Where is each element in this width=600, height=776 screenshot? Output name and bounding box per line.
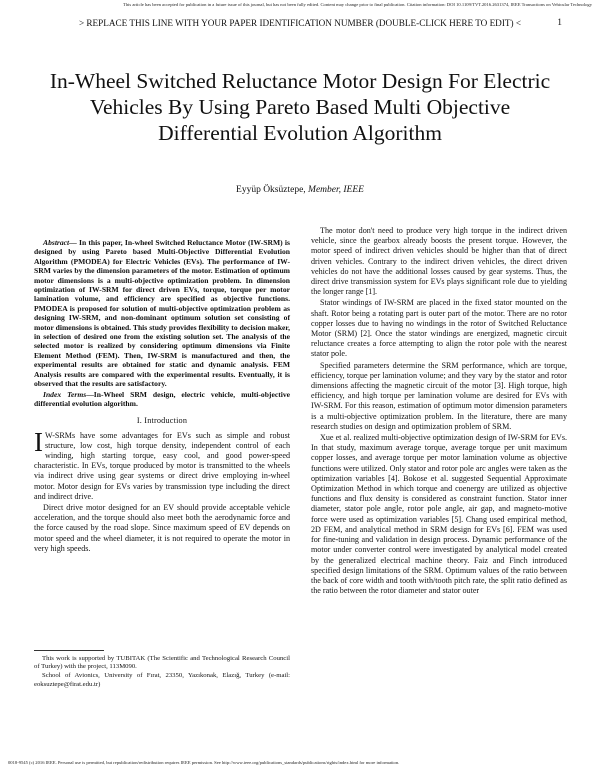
intro-paragraph-1	[34, 426, 290, 502]
running-head: > REPLACE THIS LINE WITH YOUR PAPER IDENTIFICATION NUMBER (DOUBLE-CLICK HERE TO EDIT) <	[78, 18, 522, 28]
body-paragraph-1: The motor don't need to produce very high torque in the indirect driven vehicle, since the gearbox already boosts the present torque. However, the motor speed of indirect driven vehicles should be higher than that of direct driven vehicles. Contrary to the indirect driven vehicles, the direct driven vehicles do not have the additional losses caused by gear systems. Thus, the direct drive transmission system for EVs plays significant role due to yielding the longer range [1].	[311, 226, 567, 297]
footnote-funding: This work is supported by TUBITAK (The Scientific and Technological Research Council of Turkey) with the project, 113M090.	[34, 655, 290, 671]
left-column	[34, 238, 290, 555]
index-terms-text: —In-Wheel SRM design, electric vehicle, multi-objective differential evolution algorithm.	[34, 389, 291, 408]
section-heading-introduction: I. Introduction	[136, 416, 188, 426]
author-line	[40, 185, 560, 195]
body-paragraph-3: Specified parameters determine the SRM performance, which are torque, efficiency, torque per lamination volume; and they vary by the stator and rotor dimensions affecting the magnetic circuit of the motor [3]. High torque, high efficiency, and high torque per lamination volume are desired for EVs with IW-SRM. For this reason, estimation of optimum motor dimension parameters is a multi-objective optimization problem. In the literature, there are many research studies on design and optimization problem of SRM.	[311, 360, 567, 431]
author-name: Eyyüp Öksüztepe,	[236, 185, 306, 195]
abstract-text: — In this paper, In-wheel Switched Reluctance Motor (IW-SRM) is designed by using Pareto based Multi-Objective Differential Evolution Algorithm (PMODEA) for Electric Vehicles (EVs). The performance of IW-SRM varies by the dimension parameters of the motor. Estimation of optimum motor dimensions is a multi-objective optimization problem. In dimension optimization of IW-SRM for direct driven EVs, torque, torque per motor lamination volume, and efficiency are specified as objective functions. PMODEA is proposed for solution of multi-objective optimization problem as designing IW-SRM, and non-dominant optimum solution set consisting of motor dimensions is obtained. This study provides flexibility to decision maker, in selection of desired one from the existing solution set. The analysis of the selected motor is realized by considering optimum dimensions via Finite Element Method (FEM). Then, IW-SRM is manufactured and then, the experimental results are obtained for static and dynamic analysis. FEM Analysis results are compared with the experimental results. Eventually, it is observed that the results are satisfactory.	[34, 238, 290, 389]
body-paragraph-2: Stator windings of IW-SRM are placed in the fixed stator mounted on the shaft. Rotor being a rotating part is outer part of the motor. There are no rotor copper losses due to having no windings in the rotor of Switched Reluctance Motor (SRM) [2]. Once the stator windings are energized, magnetic circuit reluctance creates a force attempting to align the rotor pole with the nearest stator pole.	[311, 298, 567, 359]
intro-paragraph-2: Direct drive motor designed for an EV should provide acceptable vehicle acceleration, and the torque should also meet both the aerodynamic force and the force caused by the road slope. Since maximum speed of EV depends on motor speed and the wheel diameter, it is not required to operate the motor in very high speeds.	[34, 502, 290, 553]
intro-paragraph-1-text: W-SRMs have some advantages for EVs such as simple and robust structure, low cost, high torque density, independent control of each winding, high starting torque, easy cool, and good power-speed characteristic. In EVs, torque produced by motor is transmitted to the wheels via indirect drive using gear systems or direct drive employing in-wheel motor. Motor design for EVs varies by transmission type including the direct and indirect drive.	[34, 430, 290, 501]
footnote-rule	[34, 650, 104, 651]
page-number: 1	[557, 18, 562, 28]
copyright-footer: 0018-9545 (c) 2016 IEEE. Personal use is permitted, but republication/redistribution requires IEEE permission. See http://www.ieee.org/publications_standards/publications/rights/index.html for more information.	[8, 760, 400, 765]
footnote	[34, 655, 290, 690]
index-terms	[34, 390, 290, 409]
footnote-affiliation: School of Avionics, University of Fırat, 23350, Yazıkonak, Elazığ, Turkey (e-mail: eoksuztepe@firat.edu.tr)	[34, 672, 290, 688]
right-column	[311, 226, 567, 597]
paper-title: In-Wheel Switched Reluctance Motor Design For Electric Vehicles By Using Pareto Based Multi Objective Differential Evolution Algorithm	[49, 69, 551, 145]
abstract	[34, 238, 290, 389]
drop-cap: I	[34, 426, 43, 457]
index-terms-lead: Index Terms	[43, 389, 87, 399]
publication-notice: This article has been accepted for publication in a future issue of this journal, but has not been fully edited. Content may change prior to final publication. Citation information: DOI 10.1109/TVT.2016.2631374, IEEE Transactions on Vehicular Technology	[123, 2, 592, 7]
author-membership: Member, IEEE	[305, 185, 364, 195]
body-paragraph-4: Xue et al. realized multi-objective optimization design of IW-SRM for EVs. In that study, maximum average torque, average torque per unit maximum copper losses, and average torque per motor lamination volume as objective functions were utilized. Only stator and rotor pole arc angles were taken as the optimization variables [4]. Bokose et al. suggested Sequential Approximate Optimization Method in which torque and coenergy are utilized as objective functions and flux density is considered as constraint function. Stator inner diameter, stator pole angle, rotor pole angle, air gap, and magneto-motive force were used as optimization variables [5]. Chang used empirical method, 2D FEM, and analytical method in SRM design for EVs [6]. FEM was used for fine-tuning and validation in design process. Dynamic performance of the motor under converter control were investigated by analytical model created by the generalized electrical machine theory. Faiz and Finch introduced specified design limitations of the SRM. Optimum values of the ratio between the back of core width and tooth with/tooth pitch rate, the split ratio defined as the ratio between the rotor diameter and stator outer	[311, 433, 567, 596]
abstract-lead: Abstract	[43, 238, 70, 247]
